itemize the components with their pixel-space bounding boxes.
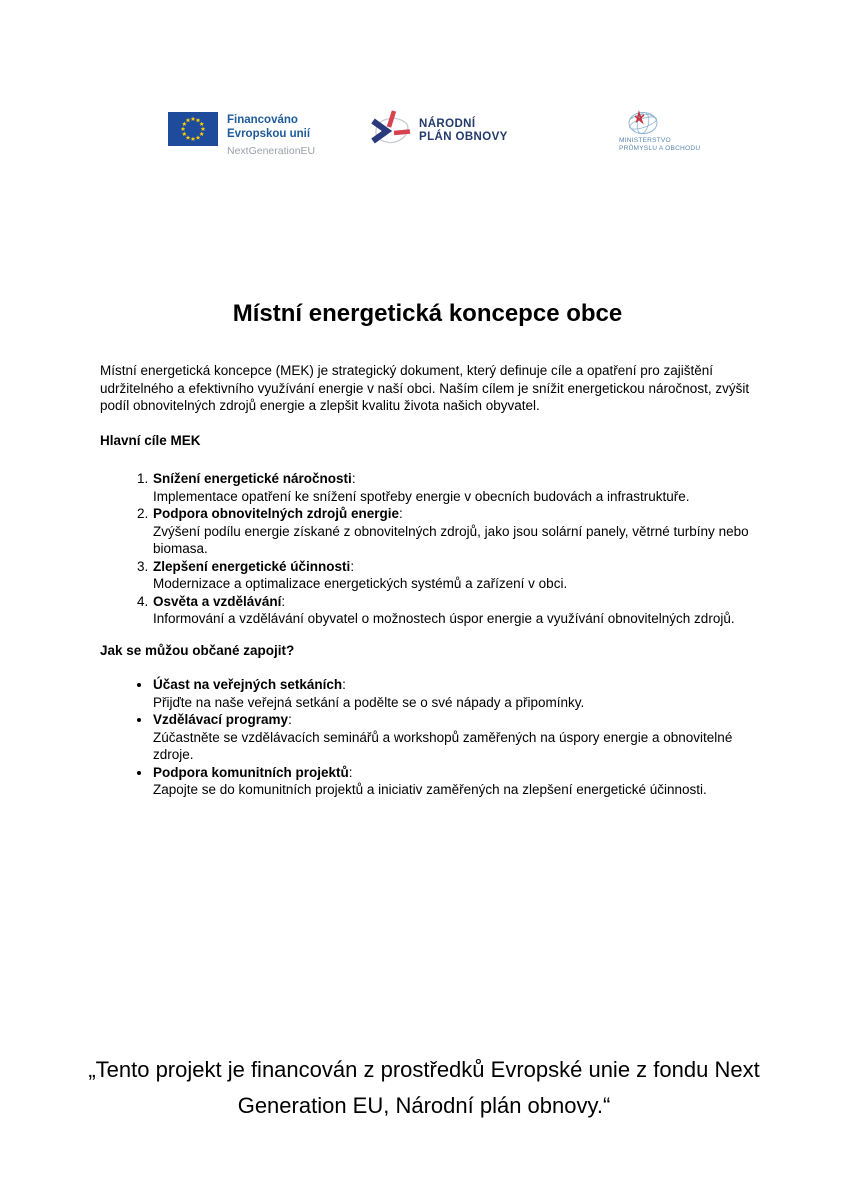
participation-desc: Zúčastněte se vzdělávacích seminářů a workshopů zaměřených na úspory energie a obnovitelné zdroje. — [153, 729, 733, 762]
goal-desc: Informování a vzdělávání obyvatel o možnostech úspor energie a využívání obnovitelných zdrojů. — [153, 611, 735, 626]
goal-desc: Modernizace a optimalizace energetických systémů a zařízení v obci. — [153, 576, 568, 591]
term-colon: : — [350, 558, 355, 574]
term-colon: : — [288, 712, 292, 727]
national-recovery-plan-logo — [366, 104, 508, 158]
funding-statement: „Tento projekt je financován z prostředků Evropské unie z fondu Next Generation EU, Národní plán obnovy.“ — [88, 1057, 760, 1118]
goal-term: Osvěta a vzdělávání — [153, 593, 282, 609]
npo-logo-line2: PLÁN OBNOVY — [419, 131, 508, 143]
mpo-logo-line1: MINISTERSTVO — [619, 137, 671, 144]
term-colon: : — [348, 764, 353, 780]
section-heading-goals: Hlavní cíle MEK — [100, 432, 201, 448]
list-item — [152, 558, 755, 593]
participation-list — [100, 676, 755, 799]
list-item — [152, 505, 755, 558]
goal-desc: Implementace opatření ke snížení spotřeby energie v obecních budovách a infrastruktuře. — [153, 488, 690, 504]
goals-list — [100, 470, 755, 628]
eu-funding-logo — [168, 112, 315, 158]
ministry-of-industry-logo — [619, 110, 709, 153]
page-title: Místní energetická koncepce obce — [232, 300, 623, 327]
term-colon: : — [351, 471, 356, 486]
list-item — [152, 470, 755, 505]
goal-term: Snížení energetické náročnosti — [153, 471, 352, 486]
participation-term: Podpora komunitních projektů — [153, 764, 349, 780]
eu-flag-icon — [168, 112, 218, 146]
term-colon: : — [281, 593, 286, 609]
list-item — [152, 593, 755, 628]
list-item — [152, 764, 755, 799]
intro-paragraph: Místní energetická koncepce (MEK) je strategický dokument, který definuje cíle a opatření pro zajištění udržitelného a efektivního využívání energie v naší obci. Naším cílem je snížit energetickou náročnost, zvýšit podíl obnovitelných zdrojů energie a zlepšit kvalitu života našich obyvatel. — [100, 363, 750, 413]
participation-term: Vzdělávací programy — [153, 712, 289, 727]
term-colon: : — [399, 506, 403, 521]
list-item — [152, 711, 755, 764]
goal-term: Podpora obnovitelných zdrojů energie — [153, 506, 400, 521]
participation-term: Účast na veřejných setkáních — [153, 677, 343, 692]
npo-logo-line1: NÁRODNÍ — [419, 118, 476, 130]
section-heading-participation: Jak se můžou občané zapojit? — [100, 642, 295, 658]
goal-desc: Zvýšení podílu energie získané z obnovitelných zdrojů, jako jsou solární panely, větrné turbíny nebo biomasa. — [153, 523, 749, 556]
participation-desc: Zapojte se do komunitních projektů a iniciativ zaměřených na zlepšení energetické účinnosti. — [153, 782, 707, 797]
participation-desc: Přijďte na naše veřejná setkání a podělte se o své nápady a připomínky. — [153, 694, 585, 710]
eu-logo-line1: Financováno — [227, 114, 298, 126]
mpo-globe-icon — [626, 110, 660, 135]
list-item — [152, 676, 755, 711]
eu-logo-line2: Evropskou unií — [227, 128, 311, 140]
term-colon: : — [342, 677, 346, 692]
document-content — [100, 299, 755, 799]
npo-star-map-icon — [366, 104, 416, 158]
eu-logo-line3: NextGenerationEU — [227, 145, 316, 157]
goal-term: Zlepšení energetické účinnosti — [153, 558, 351, 574]
mpo-logo-line2: PRŮMYSLU A OBCHODU — [619, 145, 701, 152]
